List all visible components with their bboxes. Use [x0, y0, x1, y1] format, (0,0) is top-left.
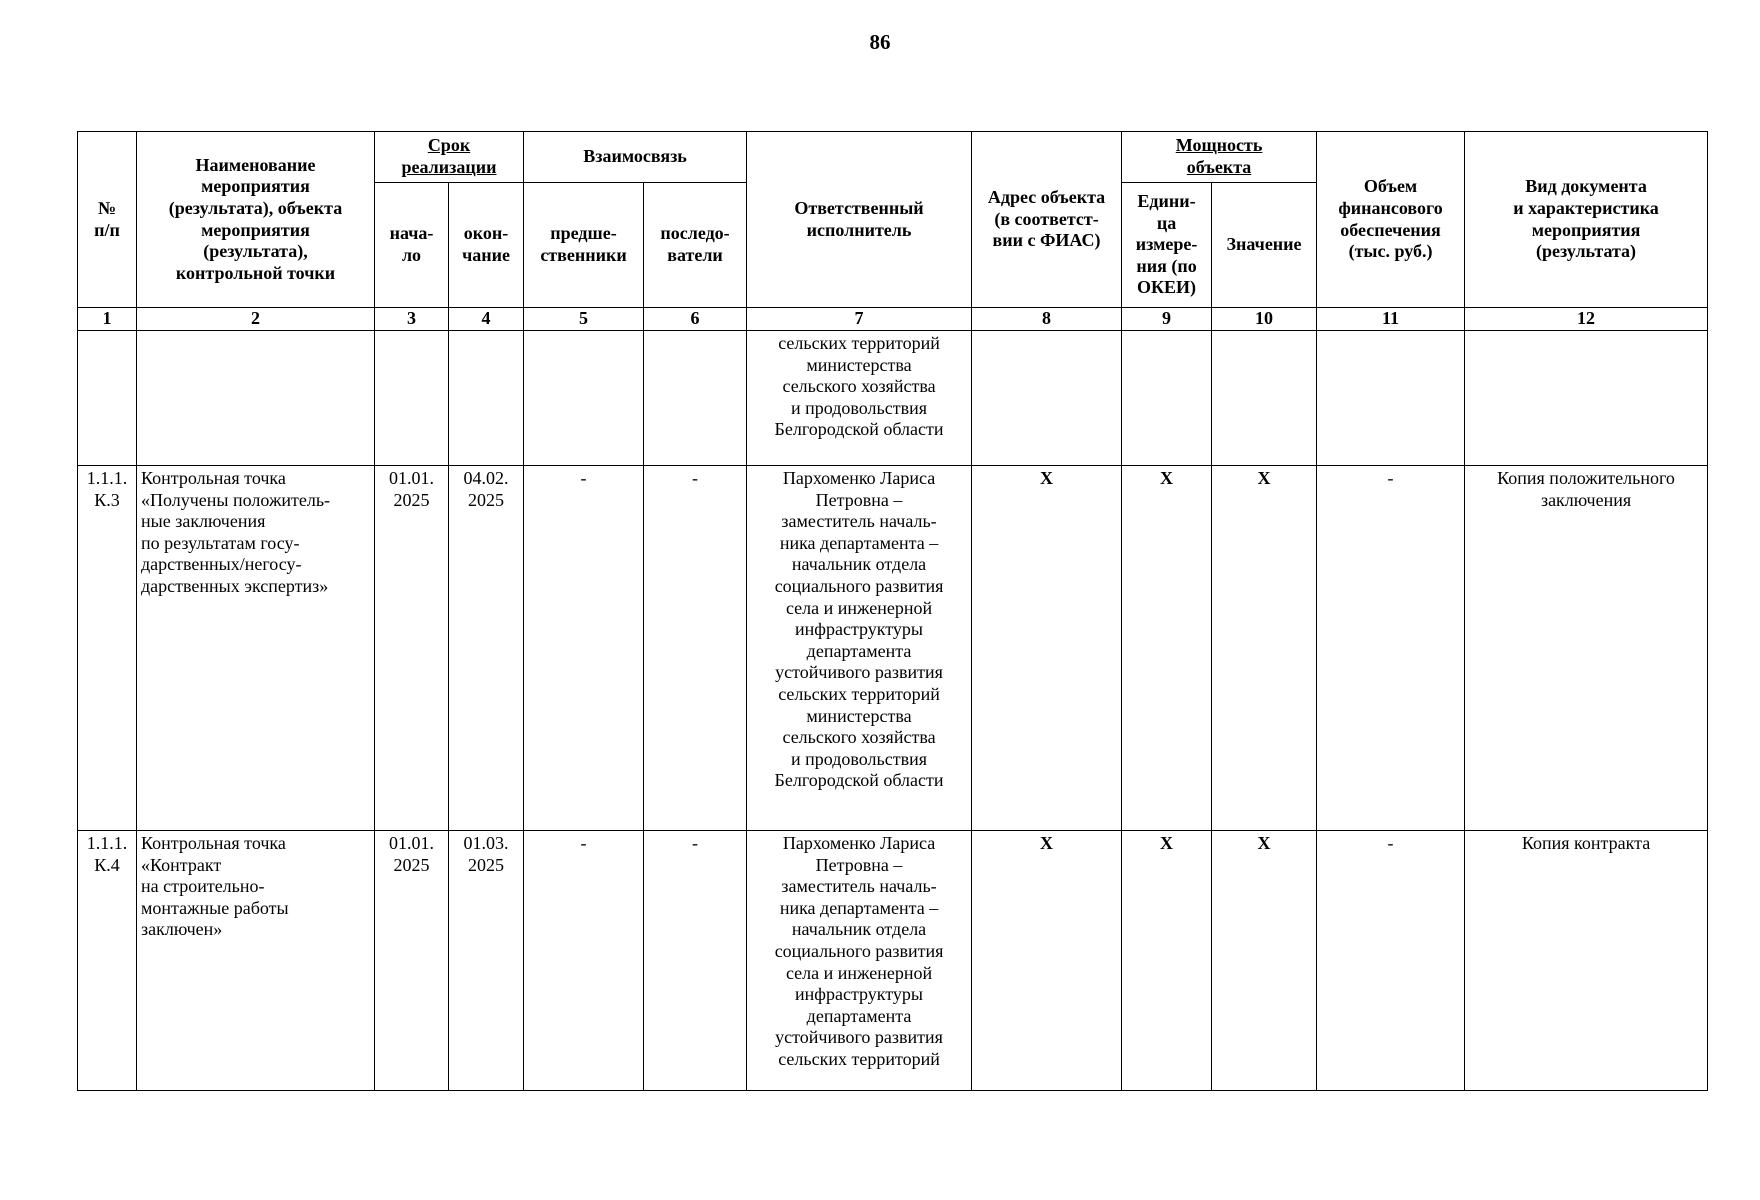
row-responsible: Пархоменко Лариса Петровна – заместитель началь- ника департамента – начальник отдела социального развития села и инженерной инфраструктуры департамента устойчивого развития сельских территорий — [747, 831, 972, 1091]
row-successors: - — [644, 831, 747, 1091]
header-predecessors: предше- ственники — [524, 183, 644, 308]
row-address: X — [972, 831, 1122, 1091]
row-end: 04.02. 2025 — [449, 466, 524, 831]
row-unit — [1122, 331, 1212, 466]
column-number: 7 — [747, 308, 972, 331]
column-number: 8 — [972, 308, 1122, 331]
row-end — [449, 331, 524, 466]
row-responsible: сельских территорий министерства сельского хозяйства и продовольствия Белгородской области — [747, 331, 972, 466]
row-start: 01.01. 2025 — [375, 831, 449, 1091]
row-value — [1212, 331, 1317, 466]
column-number: 2 — [137, 308, 375, 331]
row-start: 01.01. 2025 — [375, 466, 449, 831]
row-name — [137, 331, 375, 466]
header-unit: Едини- ца измере- ния (по ОКЕИ) — [1122, 183, 1212, 308]
column-number: 5 — [524, 308, 644, 331]
column-number: 6 — [644, 308, 747, 331]
row-value: X — [1212, 831, 1317, 1091]
row-predecessors: - — [524, 466, 644, 831]
header-start: нача- ло — [375, 183, 449, 308]
row-finance: - — [1317, 466, 1465, 831]
row-end: 01.03. 2025 — [449, 831, 524, 1091]
row-responsible: Пархоменко Лариса Петровна – заместитель началь- ника департамента – начальник отдела социального развития села и инженерной инфраструктуры департамента устойчивого развития сельских территорий министерства сельского хозяйства и продовольствия Белгородской области — [747, 466, 972, 831]
row-value: X — [1212, 466, 1317, 831]
row-finance — [1317, 331, 1465, 466]
column-number: 12 — [1465, 308, 1708, 331]
header-name: Наименование мероприятия (результата), объекта мероприятия (результата), контрольной точки — [137, 132, 375, 308]
row-predecessors — [524, 331, 644, 466]
header-srok-group: Срок реализации — [375, 132, 524, 183]
table-row — [78, 331, 1708, 466]
header-successors: последо- ватели — [644, 183, 747, 308]
row-doc: Копия положительного заключения — [1465, 466, 1708, 831]
column-number: 10 — [1212, 308, 1317, 331]
page-number: 86 — [869, 30, 891, 54]
row-predecessors: - — [524, 831, 644, 1091]
header-end: окон- чание — [449, 183, 524, 308]
header-doc: Вид документа и характеристика мероприятия (результата) — [1465, 132, 1708, 308]
row-num: 1.1.1. К.3 — [78, 466, 137, 831]
row-doc — [1465, 331, 1708, 466]
column-numbers-row — [78, 308, 1708, 331]
header-num: № п/п — [78, 132, 137, 308]
column-number: 3 — [375, 308, 449, 331]
row-finance: - — [1317, 831, 1465, 1091]
header-moshch-group: Мощность объекта — [1122, 132, 1317, 183]
column-number: 9 — [1122, 308, 1212, 331]
row-unit: X — [1122, 831, 1212, 1091]
table-header — [78, 132, 1708, 331]
row-name: Контрольная точка «Получены положитель- ные заключения по результатам госу- дарственных/негосу- дарственных экспертиз» — [137, 466, 375, 831]
row-name: Контрольная точка «Контракт на строительно- монтажные работы заключен» — [137, 831, 375, 1091]
row-unit: X — [1122, 466, 1212, 831]
row-successors — [644, 331, 747, 466]
row-address: X — [972, 466, 1122, 831]
row-num — [78, 331, 137, 466]
table-row — [78, 831, 1708, 1091]
column-number: 1 — [78, 308, 137, 331]
header-vzaim-group: Взаимосвязь — [524, 132, 747, 183]
row-doc: Копия контракта — [1465, 831, 1708, 1091]
header-address: Адрес объекта (в соответст- вии с ФИАС) — [972, 132, 1122, 308]
header-responsible: Ответственный исполнитель — [747, 132, 972, 308]
row-address — [972, 331, 1122, 466]
column-number: 11 — [1317, 308, 1465, 331]
table-row — [78, 466, 1708, 831]
header-value: Значение — [1212, 183, 1317, 308]
column-number: 4 — [449, 308, 524, 331]
row-start — [375, 331, 449, 466]
row-num: 1.1.1. К.4 — [78, 831, 137, 1091]
header-finance: Объем финансового обеспечения (тыс. руб.) — [1317, 132, 1465, 308]
events-table — [77, 131, 1708, 1091]
row-successors: - — [644, 466, 747, 831]
